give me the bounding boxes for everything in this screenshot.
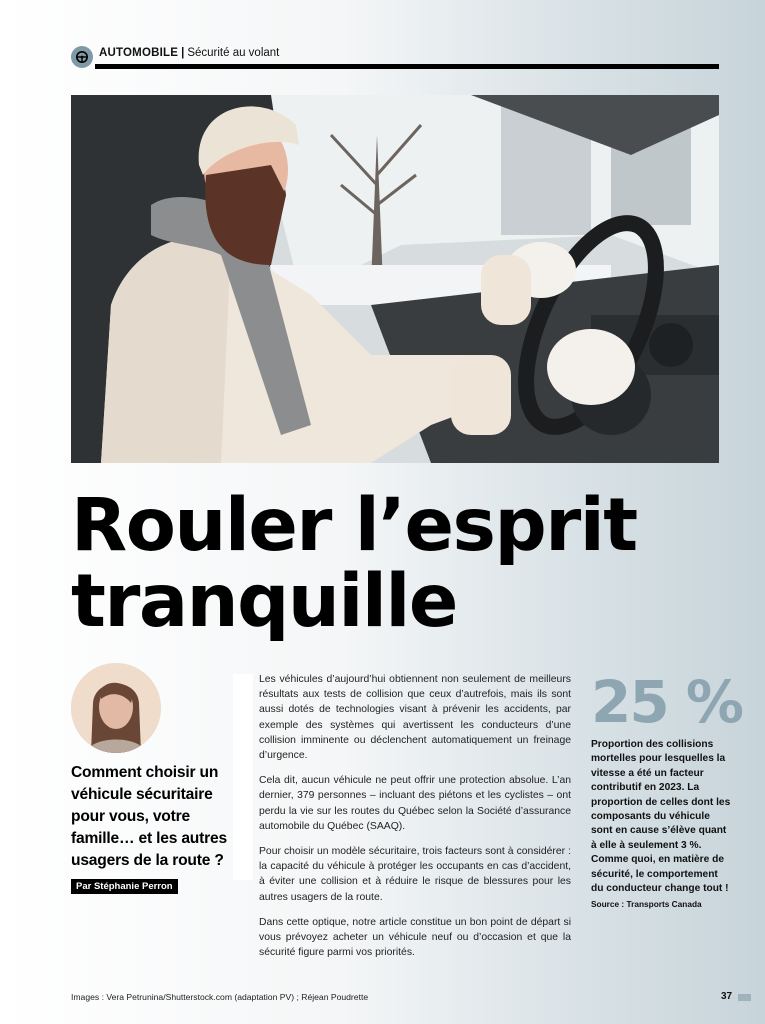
section-label <box>99 47 279 59</box>
image-credits: Images : Vera Petrunina/Shutterstock.com (adaptation PV) ; Réjean Poudrette <box>71 992 369 1002</box>
decorative-bar <box>233 674 253 880</box>
hero-photo <box>71 95 719 463</box>
title-line-1: Rouler l’esprit <box>71 483 637 568</box>
title-line-2: tranquille <box>71 559 457 644</box>
body-paragraph: Dans cette optique, notre article constitue un bon point de départ si vous prévoyez acheter un véhicule neuf ou d’occasion et que la sécurité figure parmi vos priorités. <box>259 916 571 959</box>
author-byline: Par Stéphanie Perron <box>71 879 178 894</box>
stat-description: Proportion des collisions mortelles pour lesquelles la vitesse a été un facteur contributif en 2023. La proportion de celles dont les composants du véhicule sont en cause s’élève quant à elle à seulement 3 %. Comme quoi, en matière de sécurité, le comportement du conducteur change tout ! <box>591 739 731 895</box>
steering-wheel-icon <box>71 46 93 68</box>
page-number: 37 <box>721 991 733 1002</box>
author-portrait <box>71 663 161 753</box>
body-paragraph: Cela dit, aucun véhicule ne peut offrir une protection absolue. L’an dernier, 379 personnes – incluant des piétons et les cyclistes – ont perdu la vie sur les routes du Québec selon la Société d’assurance automobile du Québec (SAAQ). <box>259 775 571 832</box>
article-body <box>259 672 571 970</box>
section-separator: | <box>181 47 185 59</box>
header-rule <box>95 64 719 69</box>
body-paragraph: Pour choisir un modèle sécuritaire, trois facteurs sont à considérer : la capacité du véhicule à protéger les occupants en cas d’accident, à éviter une collision et à réduire le risque de blessures pour les autres usagers de la route. <box>259 846 571 903</box>
body-paragraph: Les véhicules d’aujourd’hui obtiennent non seulement de meilleurs résultats aux tests de collision que ceux d’autrefois, mais ils sont aussi dotés de technologies visant à prévenir les accidents, par exemple des systèmes qui avertissent les conducteurs d’une collision imminente ou déclenchent automatiquement un freinage d’urgence. <box>259 674 571 762</box>
section-header <box>71 44 719 70</box>
article-title <box>71 483 731 644</box>
subsection-name: Sécurité au volant <box>187 47 280 59</box>
section-name: AUTOMOBILE <box>99 47 179 59</box>
stat-source: Source : Transports Canada <box>591 899 702 909</box>
article-deck: Comment choisir un véhicule sécuritaire pour vous, votre famille… et les autres usagers de la route ? <box>71 764 227 869</box>
page-marker <box>738 994 751 1001</box>
stat-number: 25 % <box>591 668 743 736</box>
